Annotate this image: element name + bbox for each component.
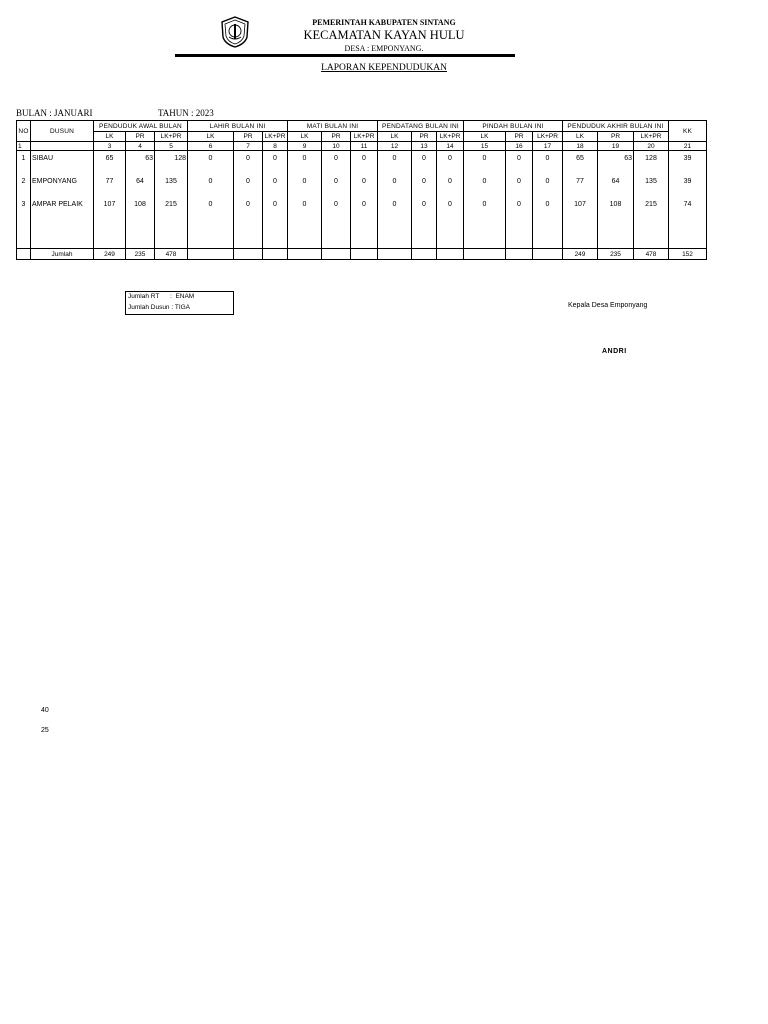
sub-header-row <box>17 132 707 142</box>
row-value: 0 <box>288 199 322 222</box>
sub-header: PR <box>412 132 437 142</box>
row-value: 0 <box>263 151 288 177</box>
sub-header: LK <box>288 132 322 142</box>
total-value <box>412 249 437 260</box>
sub-header: LK+PR <box>437 132 464 142</box>
row-value: 215 <box>634 199 669 222</box>
total-value: 235 <box>126 249 155 260</box>
row-value: 0 <box>506 176 533 199</box>
row-value: 64 <box>598 176 634 199</box>
row-value: 0 <box>437 151 464 177</box>
row-no: 3 <box>17 199 31 222</box>
row-value: 65 <box>563 151 598 177</box>
column-number: 9 <box>288 142 322 151</box>
total-value <box>437 249 464 260</box>
row-value: 0 <box>263 199 288 222</box>
total-value: 249 <box>94 249 126 260</box>
column-number: 6 <box>188 142 234 151</box>
column-number: 7 <box>234 142 263 151</box>
sub-header: LK+PR <box>263 132 288 142</box>
row-value: 0 <box>351 151 378 177</box>
row-value: 0 <box>234 176 263 199</box>
row-value: 0 <box>188 176 234 199</box>
district-name: KECAMATAN KAYAN HULU <box>303 28 465 42</box>
row-value: 65 <box>94 151 126 177</box>
summary-box <box>125 291 234 315</box>
row-value: 64 <box>126 176 155 199</box>
row-value: 0 <box>322 199 351 222</box>
row-value: 0 <box>412 176 437 199</box>
row-no: 1 <box>17 151 31 177</box>
government-name: PEMERINTAH KABUPATEN SINTANG <box>312 18 456 27</box>
sub-header: LK+PR <box>351 132 378 142</box>
row-value: 0 <box>506 151 533 177</box>
column-number: 21 <box>669 142 707 151</box>
column-number: 16 <box>506 142 533 151</box>
column-number: 4 <box>126 142 155 151</box>
table-spacer-row <box>17 222 707 249</box>
column-number: 10 <box>322 142 351 151</box>
row-value: 0 <box>263 176 288 199</box>
total-value <box>506 249 533 260</box>
row-value: 39 <box>669 176 707 199</box>
population-report-table <box>16 120 707 260</box>
total-value: 478 <box>634 249 669 260</box>
total-value: 235 <box>598 249 634 260</box>
sub-header: PR <box>126 132 155 142</box>
row-value: 74 <box>669 199 707 222</box>
row-value: 0 <box>378 199 412 222</box>
column-number: 15 <box>464 142 506 151</box>
sub-header: LK <box>378 132 412 142</box>
row-value: 0 <box>351 199 378 222</box>
sub-header: LK+PR <box>634 132 669 142</box>
row-value: 0 <box>533 151 563 177</box>
sub-header: PR <box>598 132 634 142</box>
column-number: 5 <box>155 142 188 151</box>
row-value: 0 <box>464 151 506 177</box>
header-kk: KK <box>669 121 707 142</box>
total-value <box>351 249 378 260</box>
column-number: 19 <box>598 142 634 151</box>
total-value <box>288 249 322 260</box>
row-value: 0 <box>437 199 464 222</box>
signature-title: Kepala Desa Emponyang <box>568 302 648 309</box>
column-number: 18 <box>563 142 598 151</box>
sub-header: LK+PR <box>533 132 563 142</box>
column-number: 8 <box>263 142 288 151</box>
column-number: 11 <box>351 142 378 151</box>
row-value: 0 <box>234 151 263 177</box>
signature-name: ANDRI <box>602 348 627 355</box>
row-value: 0 <box>234 199 263 222</box>
row-value: 0 <box>533 199 563 222</box>
sub-header: LK <box>563 132 598 142</box>
header-group-initial: PENDUDUK AWAL BULAN <box>94 121 188 132</box>
row-value: 0 <box>188 199 234 222</box>
row-value: 0 <box>437 176 464 199</box>
row-value: 0 <box>378 151 412 177</box>
total-value: 249 <box>563 249 598 260</box>
total-value: 152 <box>669 249 707 260</box>
row-value: 77 <box>563 176 598 199</box>
footer-number: 25 <box>41 727 49 734</box>
row-value: 0 <box>322 176 351 199</box>
sub-header: PR <box>234 132 263 142</box>
row-no: 2 <box>17 176 31 199</box>
header-group-final: PENDUDUK AKHIR BULAN INI <box>563 121 669 132</box>
row-value: 128 <box>155 151 188 177</box>
column-number: 20 <box>634 142 669 151</box>
total-value <box>234 249 263 260</box>
total-value <box>533 249 563 260</box>
village-name: DESA : EMPONYANG. <box>344 44 424 53</box>
sub-header: LK <box>464 132 506 142</box>
row-value: 107 <box>563 199 598 222</box>
footer-number: 40 <box>41 707 49 714</box>
row-value: 0 <box>378 176 412 199</box>
row-value: 77 <box>94 176 126 199</box>
header-group-births: LAHIR BULAN INI <box>188 121 288 132</box>
header-group-departures: PINDAH BULAN INI <box>464 121 563 132</box>
total-value: 478 <box>155 249 188 260</box>
group-header-row <box>17 121 707 132</box>
row-value: 0 <box>412 199 437 222</box>
header-no: NO <box>17 121 31 142</box>
column-number-row <box>17 142 707 151</box>
row-value: 0 <box>288 176 322 199</box>
row-dusun: SIBAU <box>31 151 94 177</box>
row-value: 0 <box>351 176 378 199</box>
total-value <box>378 249 412 260</box>
row-value: 135 <box>155 176 188 199</box>
row-value: 0 <box>322 151 351 177</box>
row-value: 0 <box>464 176 506 199</box>
total-value <box>464 249 506 260</box>
total-label: Jumlah <box>31 249 94 260</box>
report-month: BULAN : JANUARI <box>16 108 93 118</box>
column-number: 14 <box>437 142 464 151</box>
row-value: 39 <box>669 151 707 177</box>
row-value: 0 <box>533 176 563 199</box>
total-value <box>263 249 288 260</box>
table-row <box>17 199 707 222</box>
report-year: TAHUN : 2023 <box>158 108 214 118</box>
row-value: 107 <box>94 199 126 222</box>
column-number: 12 <box>378 142 412 151</box>
sub-header: LK <box>188 132 234 142</box>
header-dusun: DUSUN <box>31 121 94 142</box>
sub-header: PR <box>322 132 351 142</box>
column-number: 13 <box>412 142 437 151</box>
row-value: 108 <box>598 199 634 222</box>
column-number: 1 <box>17 142 31 151</box>
row-value: 135 <box>634 176 669 199</box>
row-value: 108 <box>126 199 155 222</box>
row-value: 0 <box>506 199 533 222</box>
sub-header: PR <box>506 132 533 142</box>
row-value: 63 <box>126 151 155 177</box>
row-value: 0 <box>412 151 437 177</box>
row-value: 128 <box>634 151 669 177</box>
header-group-arrivals: PENDATANG BULAN INI <box>378 121 464 132</box>
report-title: LAPORAN KEPENDUDUKAN <box>321 63 447 73</box>
sub-header: LK+PR <box>155 132 188 142</box>
dusun-count: Jumlah Dusun : TIGA <box>128 304 191 311</box>
row-value: 0 <box>288 151 322 177</box>
row-value: 0 <box>188 151 234 177</box>
rt-count: Jumlah RT : ENAM <box>128 293 195 300</box>
table-row <box>17 176 707 199</box>
row-value: 215 <box>155 199 188 222</box>
row-dusun: AMPAR PELAIK <box>31 199 94 222</box>
total-value <box>188 249 234 260</box>
column-number: 17 <box>533 142 563 151</box>
row-value: 0 <box>464 199 506 222</box>
row-dusun: EMPONYANG <box>31 176 94 199</box>
total-row <box>17 249 707 260</box>
column-number: 3 <box>94 142 126 151</box>
row-value: 63 <box>598 151 634 177</box>
column-number <box>31 142 94 151</box>
total-value <box>322 249 351 260</box>
header-group-deaths: MATI BULAN INI <box>288 121 378 132</box>
sub-header: LK <box>94 132 126 142</box>
header-divider <box>175 54 515 57</box>
table-row <box>17 151 707 177</box>
